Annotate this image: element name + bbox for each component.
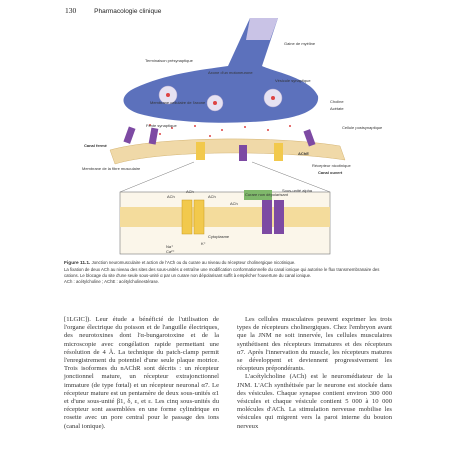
label-cleft: Fente synaptique [146, 123, 177, 128]
label-ach-2: ACh [208, 194, 216, 199]
label-channel-closed: Canal fermé [84, 143, 107, 148]
label-myelin: Gaine de myéline [284, 41, 316, 46]
label-ache: AChE [298, 151, 309, 156]
label-presynaptic: Terminaison présynaptique [145, 58, 193, 63]
paragraph: Les cellules musculaires peuvent exprimer les trois types de récepteurs cholinergiques. Chez l'embryon avant que la JNM ne soit innervée, les cellules musculaires synthétisent des récepteurs immatures et des récepteurs α7. Après l'innervation du muscle, les récepteurs matures se développent et deviennent progressivement les récepteurs prépondérants. [237, 316, 392, 373]
label-vesicle: Vésicule synaptique [275, 78, 311, 83]
label-axon: Axone d'un motoneurone [208, 70, 253, 75]
myelin-sheath [246, 18, 278, 40]
label-ach-3: ACh [186, 189, 194, 194]
paragraph: [1LGIC]). Leur étude a bénéficié de l'utilisation de l'organe électrique du poisson et de l'anguille électriques, des neurotoxines dont l'α-bungarotoxine et de la microscopie avec congélation rapide permettant une résolution de 4 Å. La technique du patch-clamp permit l'enregistrement du potentiel d'une seule plaque motrice. Trois isoformes du nAChR sont décrits : un récepteur jonctionnel mature, un récepteur extrajonctionnel immature (de type fœtal) et un récepteur neuronal α7. Le récepteur mature est un pentamère de deux sous-unités α1 et d'une sous-unité β1, δ, ε, et ε. Les cinq sous-unités du récepteur sont assemblées en une forme cylindrique en rosette avec un pore central pour le passage des ions (canal ionique). [64, 316, 219, 430]
figure-caption [64, 260, 394, 285]
label-cytoplasm: Cytoplasme [208, 234, 230, 239]
label-channel-open: Canal ouvert [318, 170, 343, 175]
page-number: 130 [65, 6, 77, 15]
label-acetate: Acétate [330, 106, 344, 111]
caption-abbrev: ACh : acétylcholine ; AChE : acétylcholinestérase. [64, 279, 160, 284]
caption-title-text: Jonction neuromusculaire et action de l'ACh ou du curare au niveau du récepteur cholinergique nicotinique. [91, 260, 296, 265]
label-nicotinic: Récepteur nicotinique [312, 163, 351, 168]
caption-title: Figure 11.1. [64, 261, 91, 266]
label-muscle-membrane: Membrane de la fibre musculaire [82, 166, 141, 171]
label-k: K⁺ [201, 241, 206, 246]
label-na: Na⁺ [166, 244, 174, 249]
caption-body: La fixation de deux ACh au niveau des sites des sous-unités α entraîne une modification conformationnelle du canal ionique qui autorise le flux transmembranaire des cations. Le blocage du site d'une seule sous-unité α par un curare non dépolarisant suffit à empêcher l'ouverture du canal ionique. [64, 267, 380, 278]
paragraph: L'acétylcholine (ACh) est le neuromédiateur de la JNM. L'ACh synthétisée par le neurone est stockée dans des vésicules. Chaque synapse contient environ 300 000 vésicules et chaque vésicule contient 5 000 à 10 000 molécules d'ACh. La stimulation nerveuse mobilise les vésicules qui migrent vers la paroi interne du bouton nerveux [237, 373, 392, 430]
label-alpha: Sous-unité alpha [282, 188, 313, 193]
text-column-right [237, 316, 392, 431]
label-cell-membrane: Membrane cellulaire de l'axone [150, 100, 206, 105]
label-curare: Curare non dépolarisant [245, 192, 288, 197]
label-ach-1: ACh [167, 194, 175, 199]
label-ca: Ca²⁺ [166, 249, 175, 254]
running-title: Pharmacologie clinique [94, 8, 162, 15]
label-ach-4: ACh [230, 201, 238, 206]
text-column-left [64, 316, 219, 431]
label-postsynaptic: Cellule postsynaptique [342, 125, 383, 130]
label-choline: Choline [330, 99, 344, 104]
